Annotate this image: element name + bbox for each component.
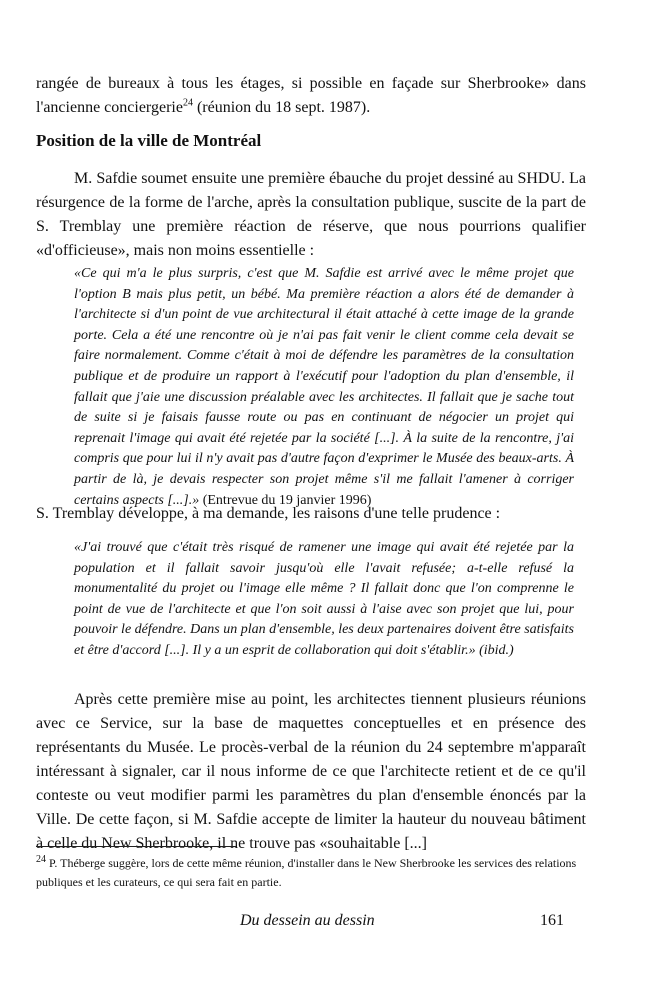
footnote-separator — [36, 846, 236, 847]
paragraph-2: S. Tremblay développe, à ma demande, les raisons d'une telle prudence : — [36, 505, 501, 522]
footnote-reference: 24 — [182, 97, 193, 109]
running-title: Du dessein au dessin — [240, 912, 375, 929]
paragraph-3: Après cette première mise au point, les architectes tiennent plusieurs réunions avec ce Service, sur la base de maquettes conceptuelles et en présence des représentants du Musée. Le procès-verbal de la réunion du 24 septembre m'apparaît intéressant à signaler, car il nous informe de ce que l'architecte retient et de ce qu'il conteste ou veut modifier parmi les paramètres du plan d'ensemble énoncés par la Ville. De cette façon, si M. Safdie accepte de limiter la hauteur du nouveau bâtiment à celle du New Sherbrooke, il ne trouve pas «souhaitable [...] — [36, 691, 586, 852]
top-paragraph-text-end: (réunion du 18 sept. 1987). — [192, 99, 371, 116]
top-paragraph — [36, 72, 586, 120]
section-heading: Position de la ville de Montréal — [36, 131, 262, 150]
quote-1-text: «Ce qui m'a le plus surpris, c'est que M. Safdie est arrivé avec le même projet que l'option B mais plus petit, un bébé. Ma première réaction a alors été de demander à l'architecte si d'un point de vue architectural il était attaché à cette image de la grande porte. Cela a été une rencontre où je n'ai pas fait venir le client comme cela devait se faire normalement. Comme c'était à moi de défendre les paramètres de la consultation publique et de produire un rapport à l'exécutif pour l'adoption du plan d'ensemble, il fallait que j'aie une discussion préalable avec les architectes. Il fallait que je sache tout de suite si je faisais fausse route ou pas en continuant de négocier un projet qui reprenait l'image qui avait été rejetée par la société [...]. À la suite de la rencontre, j'ai compris que pour lui il n'y avait pas d'autre façon d'exprimer le Musée des beaux-arts. À partir de là, je devais respecter son projet même s'il me fallait l'amener à corriger certains aspects [...].» — [74, 266, 574, 508]
quote-2 — [74, 538, 574, 662]
quote-1-citation: (Entrevue du 19 janvier 1996) — [199, 492, 372, 508]
footnote-text: P. Théberge suggère, lors de cette même réunion, d'installer dans le New Sherbrooke les services des relations publiques et les curateurs, ce qui sera fait en partie. — [36, 856, 577, 889]
quote-1 — [74, 264, 574, 511]
quote-2-text: «J'ai trouvé que c'était très risqué de ramener une image qui avait été rejetée par la population et il fallait savoir jusqu'où elle l'avait refusée; a-t-elle refusé la monumentalité du projet ou l'image elle même ? Il fallait donc que l'on comprenne le point de vue de l'architecte et que l'on soit aussi à l'aise avec son projet que lui, pour pouvoir le défendre. Dans un plan d'ensemble, les deux partenaires doivent être satisfaits et être d'accord [...]. Il y a un esprit de collaboration qui doit s'établir.» (ibid.) — [74, 540, 574, 658]
top-paragraph-text: rangée de bureaux à tous les étages, si possible en façade sur Sherbrooke» dans l'ancienne conciergerie — [36, 75, 586, 116]
footnote-number: 24 — [36, 854, 46, 865]
page-number: 161 — [540, 912, 564, 929]
paragraph-1: M. Safdie soumet ensuite une première ébauche du projet dessiné au SHDU. La résurgence de la forme de l'arche, après la consultation publique, suscite de la part de S. Tremblay une première réaction de réserve, que nous pourrions qualifier «d'officieuse», mais non moins essentielle : — [36, 170, 586, 259]
footnote — [36, 854, 586, 892]
